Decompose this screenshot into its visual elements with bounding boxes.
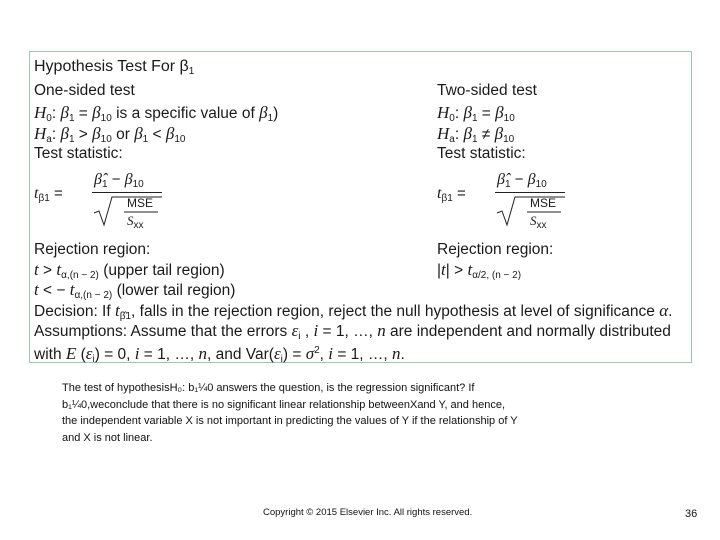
decision-line: Decision: If $t_{\betâ1}$, falls in the rejection region, reject the null hypothesis at level of significance α. xyxy=(34,301,673,322)
two-sided-rejection-rule: $|t| > t_{\alpha/2, (n - 2)}$ xyxy=(437,260,522,281)
one-sided-h0: $H_0$: $\beta_1 = \beta_{10}$ is a specific value of $\beta_1$) xyxy=(34,103,279,124)
one-sided-lower-tail: t < − $t_{\alpha,(n - 2)}$ (lower tail region) xyxy=(34,280,236,301)
one-sided-rejection-region: Rejection region: xyxy=(34,241,151,258)
one-sided-upper-tail: $t > t_{\alpha,(n - 2)}$ (upper tail region) xyxy=(34,260,225,281)
two-sided-rejection-region: Rejection region: xyxy=(437,241,554,258)
caption-text: The test of hypothesisH₀: b₁¼0 answers the question, is the regression significant? If b₁¼0,weconclude that there is no significant linear relationship betweenXand Y, and hence, the independent variable X is not important in predicting the values of Y if the relationship of Y and X is not linear. xyxy=(62,382,518,444)
one-sided-heading: One-sided test xyxy=(34,82,135,99)
with-line: with E $(\varepsilon_i) = 0$, i = 1, …, n, and $Var(\varepsilon_i) = \sigma^2$, i = 1, …, n. xyxy=(34,344,405,366)
box-title: Hypothesis Test For $\beta_1$ xyxy=(34,58,195,77)
page-number: 36 xyxy=(685,508,698,520)
two-sided-test-statistic: Test statistic: xyxy=(437,145,526,162)
two-sided-h0: $H_0$: $\beta_1 = \beta_{10}$ xyxy=(437,103,515,124)
assumptions-line: Assumptions: Assume that the errors $\varepsilon_i$ , i = 1, …, n are independent and normally distributed xyxy=(34,321,671,342)
copyright-footer: Copyright © 2015 Elsevier Inc. All rights reserved. xyxy=(263,507,473,518)
one-sided-ha: $H_a$: $\beta_1 > \beta_{10}$ or $\beta_1 < \beta_{10}$ xyxy=(34,124,186,145)
two-sided-heading: Two-sided test xyxy=(437,82,537,99)
two-sided-ha: $H_a$: $\beta_1 \ne \beta_{10}$ xyxy=(437,124,515,145)
one-sided-test-statistic: Test statistic: xyxy=(34,145,123,162)
